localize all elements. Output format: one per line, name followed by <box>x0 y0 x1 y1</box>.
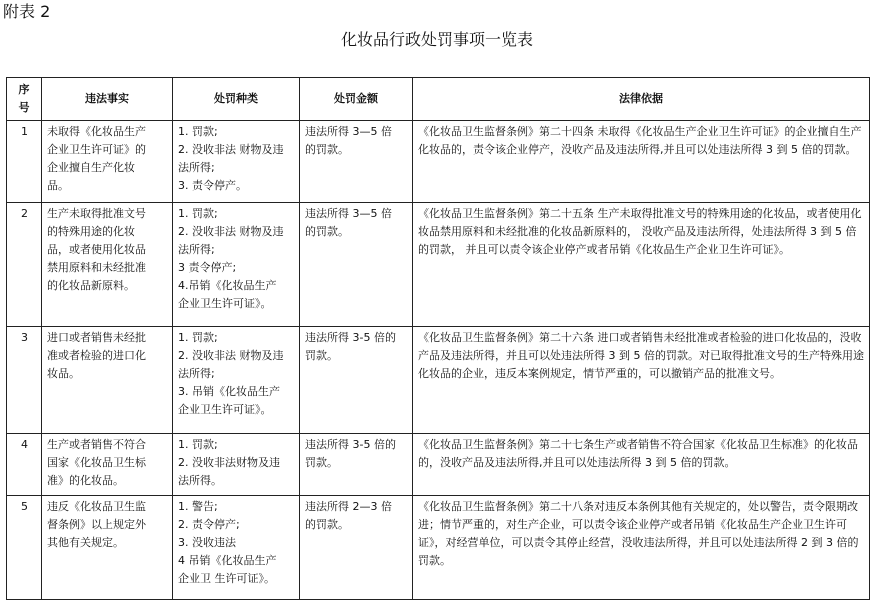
document-title: 化妆品行政处罚事项一览表 <box>340 30 533 49</box>
penalty-types: 1. 罚款; 2. 没收非法 财物及违 法所得; 3 责令停产; 4.吊销《化妆品生产 企业卫生许可证》。 <box>173 203 300 327</box>
row-number: 5 <box>7 496 42 600</box>
penalty-table <box>6 77 870 600</box>
penalty-amount: 违法所得 3—5 倍 的罚款。 <box>300 121 413 203</box>
appendix-label: 附表 2 <box>3 2 51 21</box>
table-row <box>7 121 870 203</box>
row-number: 3 <box>7 327 42 434</box>
legal-basis: 《化妆品卫生监督条例》第二十五条 生产未取得批准文号的特殊用途的化妆品，或者使用化妆品禁用原料和未经批准的化妆品新原料的， 没收产品及违法所得，处违法所得 3 到 5 倍的罚款， 并且可以责令该企业停产或者吊销《化妆品生产企业卫生许可证》。 <box>413 203 870 327</box>
table-row <box>7 496 870 600</box>
penalty-amount: 违法所得 3-5 倍的 罚款。 <box>300 327 413 434</box>
header-fact: 违法事实 <box>42 78 173 121</box>
table-row <box>7 203 870 327</box>
penalty-amount: 违法所得 3-5 倍的 罚款。 <box>300 434 413 496</box>
row-number: 2 <box>7 203 42 327</box>
legal-basis: 《化妆品卫生监督条例》第二十八条对违反本条例其他有关规定的，处以警告，责令限期改进；情节严重的，对生产企业，可以责令该企业停产或者吊销《化妆品生产企业卫生许可证》，对经营单位，可以责令其停止经营，没收违法所得，并且可以处违法所得 2 到 3 倍的罚款。 <box>413 496 870 600</box>
penalty-types: 1. 警告; 2. 责令停产; 3. 没收违法 4 吊销《化妆品生产 企业卫 生许可证》。 <box>173 496 300 600</box>
penalty-types: 1. 罚款; 2. 没收非法 财物及违 法所得; 3. 吊销《化妆品生产 企业卫生许可证》。 <box>173 327 300 434</box>
table-header-row <box>7 78 870 121</box>
legal-basis: 《化妆品卫生监督条例》第二十四条 未取得《化妆品生产企业卫生许可证》的企业擅自生产化妆品的，责令该企业停产，没收产品及违法所得,并且可以处违法所得 3 到 5 倍的罚款。 <box>413 121 870 203</box>
penalty-amount: 违法所得 2—3 倍 的罚款。 <box>300 496 413 600</box>
row-number: 4 <box>7 434 42 496</box>
penalty-amount: 违法所得 3—5 倍 的罚款。 <box>300 203 413 327</box>
violation-fact: 违反《化妆品卫生监 督条例》以上规定外 其他有关规定。 <box>42 496 173 600</box>
penalty-types: 1. 罚款; 2. 没收非法财物及违 法所得。 <box>173 434 300 496</box>
legal-basis: 《化妆品卫生监督条例》第二十七条生产或者销售不符合国家《化妆品卫生标准》的化妆品的，没收产品及违法所得,并且可以处违法所得 3 到 5 倍的罚款。 <box>413 434 870 496</box>
header-no: 序 号 <box>7 78 42 121</box>
violation-fact: 生产或者销售不符合 国家《化妆品卫生标 准》的化妆品。 <box>42 434 173 496</box>
violation-fact: 进口或者销售未经批 准或者检验的进口化 妆品。 <box>42 327 173 434</box>
header-amount: 处罚金额 <box>300 78 413 121</box>
table-row <box>7 327 870 434</box>
violation-fact: 未取得《化妆品生产 企业卫生许可证》的 企业擅自生产化妆 品。 <box>42 121 173 203</box>
table-row <box>7 434 870 496</box>
penalty-types: 1. 罚款; 2. 没收非法 财物及违 法所得; 3. 责令停产。 <box>173 121 300 203</box>
header-types: 处罚种类 <box>173 78 300 121</box>
row-number: 1 <box>7 121 42 203</box>
legal-basis: 《化妆品卫生监督条例》第二十六条 进口或者销售未经批准或者检验的进口化妆品的，没收产品及违法所得，并且可以处违法所得 3 到 5 倍的罚款。对已取得批准文号的生产特殊用途化妆品的企业，违反本案例规定，情节严重的，可以撤销产品的批准文号。 <box>413 327 870 434</box>
violation-fact: 生产未取得批准文号 的特殊用途的化妆 品，或者使用化妆品 禁用原料和未经批准 的化妆品新原料。 <box>42 203 173 327</box>
header-basis: 法律依据 <box>413 78 870 121</box>
